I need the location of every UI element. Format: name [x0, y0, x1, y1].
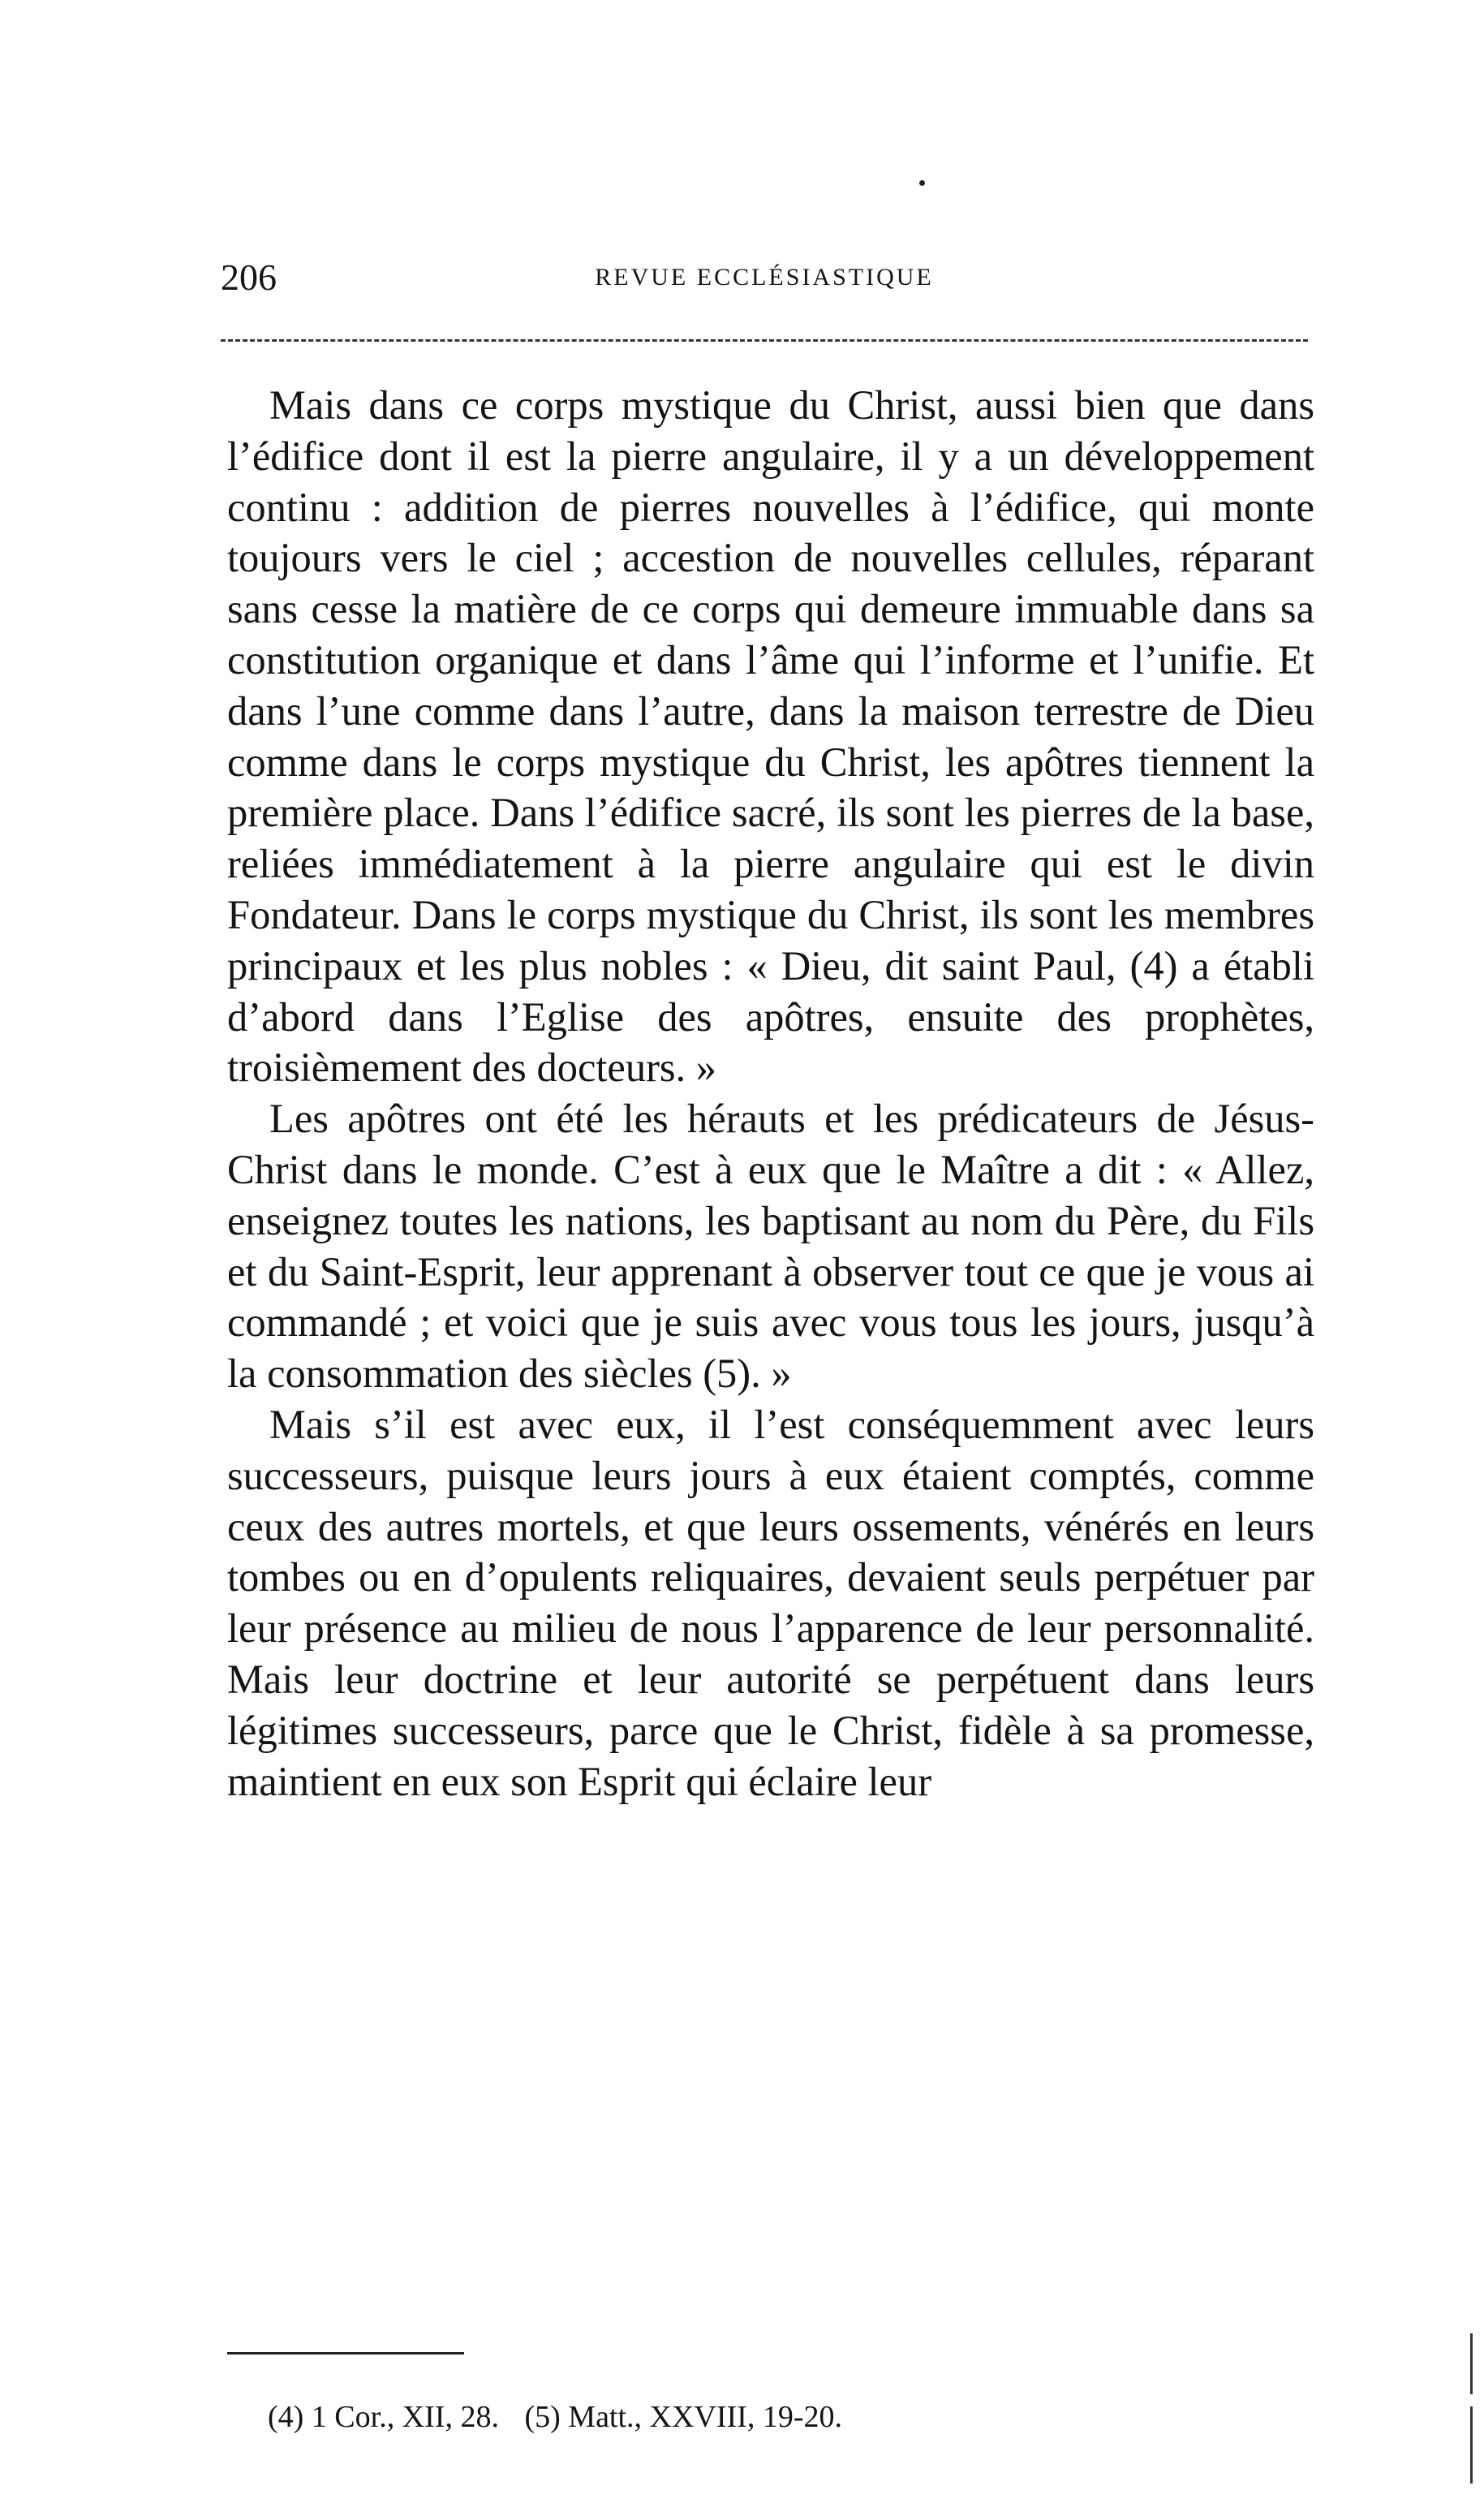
- footnote-rule: [227, 2352, 464, 2354]
- page-number: 206: [221, 256, 277, 298]
- running-title: REVUE ECCLÉSIASTIQUE: [595, 264, 934, 291]
- scan-edge-mark: [1470, 2333, 1473, 2394]
- footnotes: [268, 2394, 860, 2440]
- paragraph: Mais dans ce corps mystique du Christ, aussi bien que dans l’édifice dont il est la pierre angulaire, il y a un développement continu : addition de pierres nouvelles à l’édifice, qui monte toujours vers le ciel ; accestion de nouvelles cellules, réparant sans cesse la matière de ce corps qui demeure immuable dans sa constitution organique et dans l’âme qui l’informe et l’unifie. Et dans l’une comme dans l’autre, dans la maison terrestre de Dieu comme dans le corps mystique du Christ, les apôtres tiennent la première place. Dans l’édifice sacré, ils sont les pierres de la base, reliées immédiatement à la pierre angulaire qui est le divin Fondateur. Dans le corps mystique du Christ, ils sont les membres principaux et les plus nobles : « Dieu, dit saint Paul, (4) a établi d’abord dans l’Eglise des apôtres, ensuite des prophètes, troisièmement des docteurs. »: [227, 382, 1314, 1091]
- scan-edge-mark: [1470, 2406, 1473, 2484]
- page-header: [221, 253, 1308, 302]
- paragraph: Les apôtres ont été les hérauts et les prédicateurs de Jésus-Christ dans le monde. C’est à eux que le Maître a dit : « Allez, enseignez toutes les nations, les baptisant au nom du Père, du Fils et du Saint-Esprit, leur apprenant à observer tout ce que je vous ai commandé ; et voici que je suis avec vous tous les jours, jusqu’à la consommation des siècles (5). »: [227, 1096, 1314, 1397]
- printer-dot: [919, 180, 925, 186]
- header-rule: [221, 339, 1308, 342]
- body-text: [227, 380, 1314, 1807]
- footnote: (4) 1 Cor., XII, 28.: [268, 2400, 499, 2434]
- footnote: (5) Matt., XXVIII, 19-20.: [524, 2400, 842, 2434]
- paragraph: Mais s’il est avec eux, il l’est conséquemment avec leurs successeurs, puisque leurs jours à eux étaient comptés, comme ceux des autres mortels, et que leurs ossements, vénérés en leurs tombes ou en d’opulents reliquaires, devaient seuls perpétuer par leur présence au milieu de nous l’apparence de leur personnalité. Mais leur doctrine et leur autorité se perpétuent dans leurs légitimes successeurs, parce que le Christ, fidèle à sa promesse, maintient en eux son Esprit qui éclaire leur: [227, 1401, 1314, 1804]
